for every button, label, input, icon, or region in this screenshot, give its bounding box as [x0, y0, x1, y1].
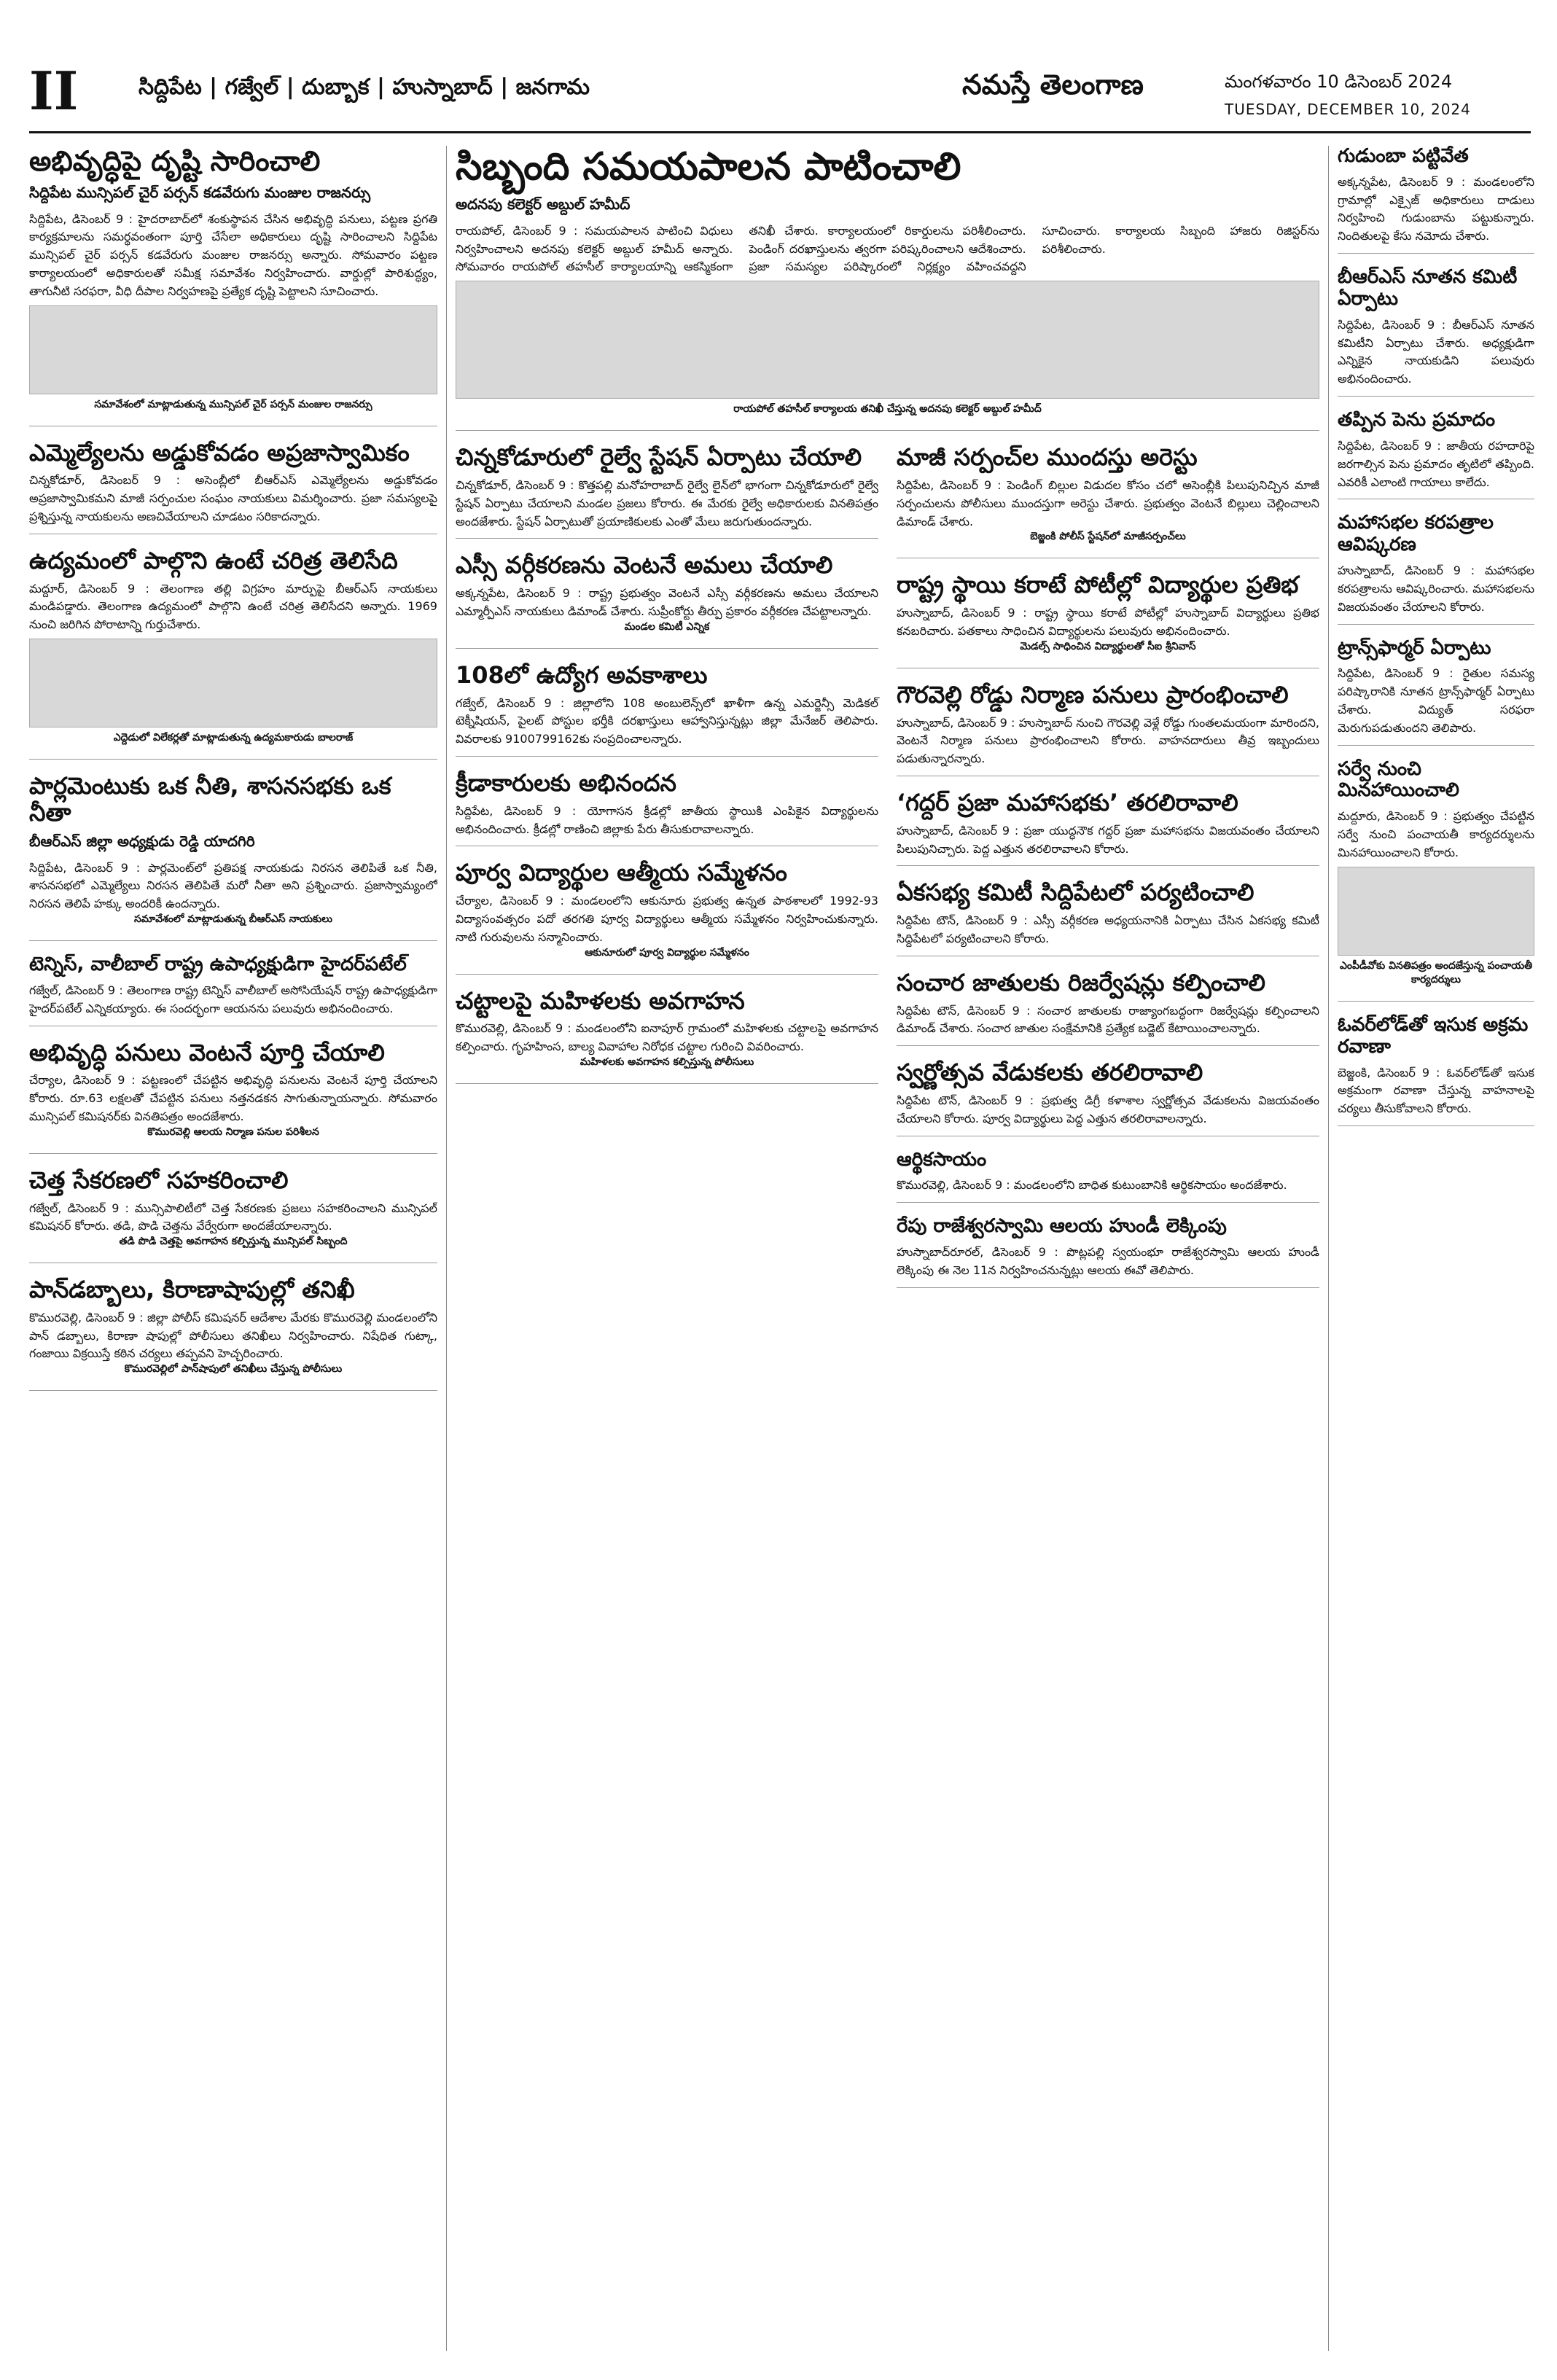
news-story — [29, 146, 437, 426]
story-headline: ఎమ్మెల్యేలను అడ్డుకోవడం అప్రజాస్వామికం — [29, 438, 410, 467]
news-story — [29, 954, 437, 1026]
story-headline: 108లో ఉద్యోగ అవకాశాలు — [456, 660, 708, 689]
story-headline: స్వర్ణోత్సవ వేడుకలకు తరలిరావాలి — [897, 1058, 1203, 1087]
story-headline: మాజీ సర్పంచ్‌ల ముందస్తు అరెస్టు — [897, 443, 1198, 472]
section-list: సిద్దిపేట | గజ్వేల్ | దుబ్బాక | హుస్నాబాద్ | జనగామ — [138, 74, 590, 100]
photo-caption: సమావేశంలో మాట్లాడుతున్న బీఆర్ఎస్ నాయకులు — [134, 913, 332, 926]
story-headline: చట్టాలపై మహిళలకు అవగాహన — [456, 986, 745, 1015]
story-headline: ఓవర్‌లోడ్‌తో ఇసుక అక్రమ రవాణా — [1338, 1013, 1529, 1058]
story-body: హుస్నాబాద్, డిసెంబర్ 9 : రాష్ట్ర స్థాయి కరాటే పోటీల్లో హుస్నాబాద్ విద్యార్థులు ప్రతిభ కనబరిచారు. పతకాలు సాధించిన విద్యార్థులను పలువురు అభినందించారు. — [897, 606, 1319, 638]
story-body: సిద్దిపేట టౌన్, డిసెంబర్ 9 : సంచార జాతులకు రాజ్యాంగబద్ధంగా రిజర్వేషన్లు కల్పించాలని డిమాండ్ చేశారు. సంచార జాతుల సంక్షేమానికి ప్రత్యేక బడ్జెట్ కేటాయించాలన్నారు. — [897, 1003, 1319, 1036]
column-rule — [446, 146, 447, 2351]
story-headline: క్రీడాకారులకు అభినందన — [456, 768, 676, 797]
news-story — [897, 1150, 1319, 1203]
story-body: సిద్దిపేట, డిసెంబర్ 9 : పెండింగ్ బిల్లుల విడుదల కోసం చలో అసెంబ్లీకి పిలుపునిచ్చిన మాజీ సర్పంచులను పోలీసులు ముందస్తుగా అరెస్టు చేశారు. ప్రభుత్వం వెంటనే బిల్లులు చెల్లించాలని డిమాండ్ చేశారు. — [897, 477, 1319, 528]
story-body: చేర్యాల, డిసెంబర్ 9 : మండలంలోని ఆకునూరు ప్రభుత్వ ఉన్నత పాఠశాలలో 1992-93 విద్యాసంవత్సరం పదో తరగతి పూర్వ విద్యార్థులు ఆత్మీయ సమ్మేళనం నిర్వహించుకున్నారు. నాటి గురువులను సన్మానించారు. — [456, 894, 878, 944]
photo-caption: రాయపోల్ తహసీల్ కార్యాలయ తనిఖీ చేస్తున్న అదనపు కలెక్టర్ అబ్దుల్ హమీద్ — [733, 403, 1042, 415]
date-english: TUESDAY, DECEMBER 10, 2024 — [1225, 101, 1471, 118]
news-story — [29, 440, 437, 534]
news-story — [1338, 759, 1534, 1002]
story-body: సిద్దిపేట, డిసెంబర్ 9 : హైదరాబాద్‌లో శంకుస్థాపన చేసిన అభివృద్ధి పనులు, పట్టణ ప్రగతి కార్యక్రమాలను సమర్థవంతంగా పూర్తి చేసేలా అధికారులు దృష్టి సారించాలని సిద్దిపేట మున్సిపల్ చైర్ పర్సన్ కడవేరుగు మంజుల రాజనర్సు అన్నారు. సోమవారం పట్టణ కార్యాలయంలో అధికారులతో సమీక్ష సమావేశం నిర్వహించారు. వార్డుల్లో పారిశుద్ధ్యం, తాగునీటి సరఫరా, వీధి దీపాల నిర్వహణపై ప్రత్యేక దృష్టి పెట్టాలని సూచించారు. — [29, 211, 437, 298]
story-body: హుస్నాబాద్, డిసెంబర్ 9 : మహాసభల కరపత్రాలను ఆవిష్కరించారు. మహాసభలను విజయవంతం చేయాలని కోరారు. — [1338, 563, 1534, 614]
lead-body: రాయపోల్, డిసెంబర్ 9 : సమయపాలన పాటించి విధులు నిర్వహించాలని అదనపు కలెక్టర్ అబ్దుల్ హమీద్ అన్నారు. సోమవారం రాయపోల్ తహసీల్ కార్యాలయాన్ని ఆకస్మికంగా తనిఖీ చేశారు. కార్యాలయంలో రికార్డులను పరిశీలించారు. పెండింగ్ దరఖాస్తులను త్వరగా పరిష్కరించాలని ఆదేశించారు. ప్రజా సమస్యల పరిష్కారంలో నిర్లక్ష్యం వహించవద్దని సూచించారు. కార్యాలయ సిబ్బంది హాజరు రిజిస్టర్‌ను పరిశీలించారు. — [456, 223, 1319, 274]
photo-caption: మహిళలకు అవగాహన కల్పిస్తున్న పోలీసులు — [580, 1056, 754, 1068]
story-headline: ఏకసభ్య కమిటీ సిద్దిపేటలో పర్యటించాలి — [897, 878, 1254, 907]
photo-caption: ఎంపీడీవోకు వినతిపత్రం అందజేస్తున్న పంచాయతీ కార్యదర్శులు — [1339, 959, 1533, 986]
photo-caption: మండల కమిటీ ఎన్నిక — [624, 620, 710, 633]
page-number: II — [29, 60, 79, 122]
story-headline: పాన్‌డబ్బాలు, కిరాణాషాపుల్లో తనిఖీ — [29, 1276, 355, 1304]
story-headline: పార్లమెంటుకు ఒక నీతి, శాసనసభకు ఒక నీతా — [29, 772, 391, 827]
photo-caption: ఆకునూరులో పూర్వ విద్యార్థుల సమ్మేళనం — [585, 946, 749, 959]
news-story — [456, 859, 878, 974]
news-story — [897, 1059, 1319, 1136]
story-subheading: బీఆర్ఎస్ జిల్లా అధ్యక్షుడు రెడ్డి యాదగిరి — [29, 832, 255, 850]
photo-caption: సమావేశంలో మాట్లాడుతున్న మున్సిపల్ చైర్ పర్సన్ మంజుల రాజనర్సు — [94, 398, 372, 410]
story-headline: చిన్నకోడూరులో రైల్వే స్టేషన్ ఏర్పాటు చేయాలి — [456, 443, 862, 472]
news-story — [29, 1167, 437, 1263]
center-column — [456, 146, 1319, 2351]
lead-story — [456, 146, 1319, 431]
left-column — [29, 146, 437, 2351]
news-story — [1338, 267, 1534, 397]
news-story — [897, 682, 1319, 776]
story-headline: ఆర్థికసాయం — [897, 1148, 987, 1171]
news-story — [29, 773, 437, 941]
story-body: సిద్దిపేట, డిసెంబర్ 9 : జాతీయ రహదారిపై జరగాల్సిన పెను ప్రమాదం తృటిలో తప్పింది. ఎవరికీ ఎలాంటి గాయాలు కాలేదు. — [1338, 438, 1534, 489]
story-headline: బీఆర్ఎస్ నూతన కమిటీ ఏర్పాటు — [1338, 266, 1518, 310]
news-story — [897, 444, 1319, 558]
story-headline: టెన్నిస్, వాలీబాల్ రాష్ట్ర ఉపాధ్యక్షుడిగా హైదర్‌పటేల్ — [29, 953, 407, 976]
story-headline: సంచార జాతులకు రిజర్వేషన్లు కల్పించాలి — [897, 968, 1265, 996]
story-body: సిద్దిపేట, డిసెంబర్ 9 : బీఆర్ఎస్ నూతన కమిటీని ఏర్పాటు చేశారు. అధ్యక్షుడిగా ఎన్నికైన నాయకుడిని పలువురు అభినందించారు. — [1338, 317, 1534, 386]
masthead — [29, 58, 1531, 133]
story-body: సిద్దిపేట టౌన్, డిసెంబర్ 9 : ఎస్సీ వర్గీకరణ అధ్యయనానికి ఏర్పాటు చేసిన ఏకసభ్య కమిటీ సిద్దిపేటలో పర్యటించాలని కోరారు. — [897, 913, 1319, 945]
story-headline: సర్వే నుంచి మినహాయించాలి — [1338, 757, 1459, 802]
story-body: కొమురవెల్లి, డిసెంబర్ 9 : జిల్లా పోలీస్ కమిషనర్ ఆదేశాల మేరకు కొమురవెల్లి మండలంలోని పాన్ డబ్బాలు, కిరాణా షాపుల్లో పోలీసులు తనిఖీలు నిర్వహించారు. నిషేధిత గుట్కా, గంజాయి విక్రయిస్తే కఠిన చర్యలు తప్పవని హెచ్చరించారు. — [29, 1310, 437, 1361]
story-subheading: సిద్దిపేట మున్సిపల్ చైర్ పర్సన్ కడవేరుగు మంజుల రాజనర్సు — [29, 183, 371, 201]
news-photo — [29, 639, 437, 727]
story-body: గజ్వేల్, డిసెంబర్ 9 : జిల్లాలోని 108 అంబులెన్స్‌లో ఖాళీగా ఉన్న ఎమర్జెన్సీ మెడికల్ టెక్నీషియన్, పైలట్ పోస్టుల భర్తీకి దరఖాస్తులు ఆహ్వానిస్తున్నట్లు జిల్లా మేనేజర్ తెలిపారు. వివరాలకు 9100799162కు సంప్రదించాలన్నారు. — [456, 695, 878, 746]
story-body: హుస్నాబాద్‌రూరల్, డిసెంబర్ 9 : పొట్లపల్లి స్వయంభూ రాజేశ్వరస్వామి ఆలయ హుండీ లెక్కింపు ఈ నెల 11న నిర్వహించనున్నట్లు ఆలయ ఈవో తెలిపారు. — [897, 1245, 1319, 1277]
news-story — [897, 969, 1319, 1046]
news-story — [29, 547, 437, 760]
story-body: చేర్యాల, డిసెంబర్ 9 : పట్టణంలో చేపట్టిన అభివృద్ధి పనులను వెంటనే పూర్తి చేయాలని కోరారు. రూ.63 లక్షలతో చేపట్టిన పనులు నత్తనడకన సాగుతున్నాయన్నారు. సోమవారం మున్సిపల్ కమిషనర్‌కు వినతిపత్రం అందజేశారు. — [29, 1073, 437, 1123]
news-story — [29, 1039, 437, 1154]
story-body: చిన్నకోడూర్, డిసెంబర్ 9 : కొత్తపల్లి మనోహరాబాద్ రైల్వే లైన్‌లో భాగంగా చిన్నకోడూరులో రైల్వే స్టేషన్ ఏర్పాటు చేయాలని మండల ప్రజలు కోరారు. ఈ మేరకు రైల్వే అధికారులకు వినతిపత్రం అందజేశారు. స్టేషన్ ఏర్పాటుతో ప్రయాణికులకు ఎంతో మేలు జరుగుతుందన్నారు. — [456, 477, 878, 528]
grid-right — [897, 444, 1319, 1301]
news-story — [897, 571, 1319, 668]
story-body: గజ్వేల్, డిసెంబర్ 9 : తెలంగాణ రాష్ట్ర టెన్నిస్ వాలీబాల్ అసోసియేషన్ రాష్ట్ర ఉపాధ్యక్షుడిగా హైదర్‌పటేల్ ఎన్నికయ్యారు. ఈ సందర్భంగా ఆయనను పలువురు అభినందించారు. — [29, 983, 437, 1015]
news-story — [897, 789, 1319, 866]
news-story — [456, 662, 878, 757]
story-body: మద్దూరు, డిసెంబర్ 9 : ప్రభుత్వం చేపట్టిన సర్వే నుంచి పంచాయతీ కార్యదర్శులను మినహాయించాలని కోరారు. — [1338, 809, 1534, 859]
grid-left — [456, 444, 878, 1301]
news-story — [897, 879, 1319, 956]
story-body: గజ్వేల్, డిసెంబర్ 9 : మున్సిపాలిటీలో చెత్త సేకరణకు ప్రజలు సహకరించాలని మున్సిపల్ కమిషనర్ కోరారు. తడి, పొడి చెత్తను వేర్వేరుగా అందజేయాలన్నారు. — [29, 1201, 437, 1233]
right-column — [1338, 146, 1534, 2351]
story-headline: పూర్వ విద్యార్థుల ఆత్మీయ సమ్మేళనం — [456, 859, 787, 887]
newspaper-name: నమస్తే తెలంగాణ — [962, 69, 1144, 101]
story-body: కొమురవెల్లి, డిసెంబర్ 9 : మండలంలోని ఐనాపూర్ గ్రామంలో మహిళలకు చట్టాలపై అవగాహన కల్పించారు. గృహహింస, బాల్య వివాహాల నిరోధక చట్టాల గురించి వివరించారు. — [456, 1021, 878, 1054]
news-story — [1338, 1015, 1534, 1126]
news-story — [456, 770, 878, 846]
story-body: మద్దూర్, డిసెంబర్ 9 : తెలంగాణ తల్లి విగ్రహం మార్పుపై బీఆర్ఎస్ నాయకులు మండిపడ్డారు. తెలంగాణ ఉద్యమంలో పాల్గొని ఉంటే చరిత్ర తెలిసేదని అన్నారు. 1969 నుంచి జరిగిన పోరాటాన్ని గుర్తుచేశారు. — [29, 581, 437, 632]
news-story — [897, 1216, 1319, 1287]
news-story — [1338, 512, 1534, 624]
story-headline: తప్పిన పెను ప్రమాదం — [1338, 409, 1496, 432]
news-story — [456, 988, 878, 1084]
news-story — [456, 444, 878, 539]
news-photo — [456, 281, 1319, 399]
photo-caption: కొమురవెల్లి ఆలయ నిర్మాణ పనుల పరిశీలన — [147, 1125, 319, 1138]
story-headline: అభివృద్ధి పనులు వెంటనే పూర్తి చేయాలి — [29, 1038, 385, 1066]
story-headline: రేపు రాజేశ్వరస్వామి ఆలయ హుండీ లెక్కింపు — [897, 1215, 1227, 1238]
column-rule — [1328, 146, 1329, 2351]
story-body: సిద్దిపేట టౌన్, డిసెంబర్ 9 : ప్రభుత్వ డిగ్రీ కళాశాల స్వర్ణోత్సవ వేడుకలను విజయవంతం చేయాలని కోరారు. పూర్వ విద్యార్థులు పెద్ద ఎత్తున తరలిరావాలన్నారు. — [897, 1093, 1319, 1125]
lead-headline: సిబ్బంది సమయపాలన పాటించాలి — [456, 146, 961, 189]
story-body: అక్కన్నపేట, డిసెంబర్ 9 : మండలంలోని గ్రామాల్లో ఎక్సైజ్ అధికారులు దాడులు నిర్వహించి గుడుంబాను పట్టుకున్నారు. నిందితులపై కేసు నమోదు చేశారు. — [1338, 174, 1534, 243]
story-headline: అభివృద్ధిపై దృష్టి సారించాలి — [29, 146, 321, 177]
news-story — [1338, 146, 1534, 254]
photo-caption: ఎద్దెడులో విలేకర్లతో మాట్లాడుతున్న ఉద్యమకారుడు బాలరాజ్ — [113, 732, 354, 744]
news-photo — [29, 305, 437, 394]
story-headline: ట్రాన్స్‌ఫార్మర్ ఏర్పాటు — [1338, 636, 1491, 659]
story-body: హుస్నాబాద్, డిసెంబర్ 9 : ప్రజా యుద్ధనౌక గద్దర్ ప్రజా మహాసభను విజయవంతం చేయాలని పిలుపునిచ్చారు. పెద్ద ఎత్తున తరలిరావాలని కోరారు. — [897, 823, 1319, 856]
story-headline: ఎస్సీ వర్గీకరణను వెంటనే అమలు చేయాలి — [456, 551, 833, 580]
lead-subheading: అదనపు కలెక్టర్ అబ్దుల్ హమీద్ — [456, 195, 631, 213]
news-story — [29, 1276, 437, 1391]
story-headline: గౌరవెల్లి రోడ్డు నిర్మాణ పనులు ప్రారంభించాలి — [897, 680, 1289, 709]
news-photo — [1338, 867, 1534, 956]
news-story — [1338, 638, 1534, 746]
story-body: సిద్దిపేట, డిసెంబర్ 9 : యోగాసన క్రీడల్లో జాతీయ స్థాయికి ఎంపికైన విద్యార్థులను అభినందించారు. క్రీడల్లో రాణించి జిల్లాకు పేరు తీసుకురావాలన్నారు. — [456, 803, 878, 836]
photo-caption: మెడల్స్ సాధించిన విద్యార్థులతో సీఐ శ్రీనివాస్ — [1020, 640, 1196, 652]
story-headline: మహాసభల కరపత్రాల ఆవిష్కరణ — [1338, 512, 1494, 556]
story-headline: చెత్త సేకరణలో సహకరించాలి — [29, 1166, 289, 1194]
photo-caption: తడి పొడి చెత్తపై అవగాహన కల్పిస్తున్న మున్సిపల్ సిబ్బంది — [119, 1236, 348, 1248]
story-grid — [456, 444, 1319, 1301]
photo-caption: కొమురవెల్లిలో పాన్‌షాపులో తనిఖీలు చేస్తున్న పోలీసులు — [124, 1363, 343, 1376]
story-headline: గుడుంబా పట్టివేత — [1338, 146, 1469, 167]
story-headline: రాష్ట్ర స్థాయి కరాటే పోటీల్లో విద్యార్థుల ప్రతిభ — [897, 571, 1299, 599]
date-telugu: మంగళవారం 10 డిసెంబర్ 2024 — [1225, 71, 1453, 92]
story-body: కొమురవెల్లి, డిసెంబర్ 9 : మండలంలోని బాధిత కుటుంబానికి ఆర్థికసాయం అందజేశారు. — [897, 1178, 1287, 1193]
story-body: బెజ్జంకి, డిసెంబర్ 9 : ఓవర్‌లోడ్‌తో ఇసుక అక్రమంగా రవాణా చేస్తున్న వాహనాలపై చర్యలు తీసుకోవాలని కోరారు. — [1338, 1065, 1534, 1116]
story-body: సిద్దిపేట, డిసెంబర్ 9 : రైతుల సమస్య పరిష్కారానికి నూతన ట్రాన్స్‌ఫార్మర్ ఏర్పాటు చేశారు. విద్యుత్ సరఫరా మెరుగుపడుతుందని తెలిపారు. — [1338, 666, 1534, 735]
story-body: హుస్నాబాద్, డిసెంబర్ 9 : హుస్నాబాద్ నుంచి గౌరవెల్లి వెళ్లే రోడ్డు గుంతలమయంగా మారిందని, వెంటనే నిర్మాణ పనులు ప్రారంభించాలని కోరారు. వాహనదారులు తీవ్ర ఇబ్బందులు పడుతున్నారన్నారు. — [897, 715, 1319, 766]
story-body: అక్కన్నపేట, డిసెంబర్ 9 : రాష్ట్ర ప్రభుత్వం వెంటనే ఎస్సీ వర్గీకరణను అమలు చేయాలని ఎమ్మార్పీఎస్ నాయకులు డిమాండ్ చేశారు. సుప్రీంకోర్టు తీర్పు ప్రకారం వర్గీకరణ చేపట్టాలన్నారు. — [456, 586, 878, 618]
story-headline: ‘గద్దర్ ప్రజా మహాసభకు’ తరలిరావాలి — [897, 788, 1238, 816]
story-headline: ఉద్యమంలో పాల్గొని ఉంటే చరిత్ర తెలిసేది — [29, 546, 398, 574]
news-story — [456, 552, 878, 648]
news-story — [1338, 410, 1534, 499]
photo-caption: బెజ్జంకి పోలీస్ స్టేషన్‌లో మాజీసర్పంచ్‌లు — [1030, 531, 1186, 543]
story-body: చిన్నకోడూర్, డిసెంబర్ 9 : అసెంబ్లీలో బీఆర్ఎస్ ఎమ్మెల్యేలను అడ్డుకోవడం అప్రజాస్వామికమని మాజీ సర్పంచుల సంఘం నాయకులు విమర్శించారు. ప్రజా సమస్యలపై ప్రశ్నిస్తున్న నాయకులను అణచివేయాలని చూడటం సరికాదన్నారు. — [29, 473, 437, 524]
story-body: సిద్దిపేట, డిసెంబర్ 9 : పార్లమెంట్‌లో ప్రతిపక్ష నాయకుడు నిరసన తెలిపితే ఒక నీతి, శాసనసభలో ఎమ్మెల్యేలు నిరసన తెలిపితే మరో నీతా అని ప్రశ్నించారు. ప్రజాస్వామ్యంలో నిరసన తెలిపే హక్కు అందరికీ ఉందన్నారు. — [29, 860, 437, 911]
